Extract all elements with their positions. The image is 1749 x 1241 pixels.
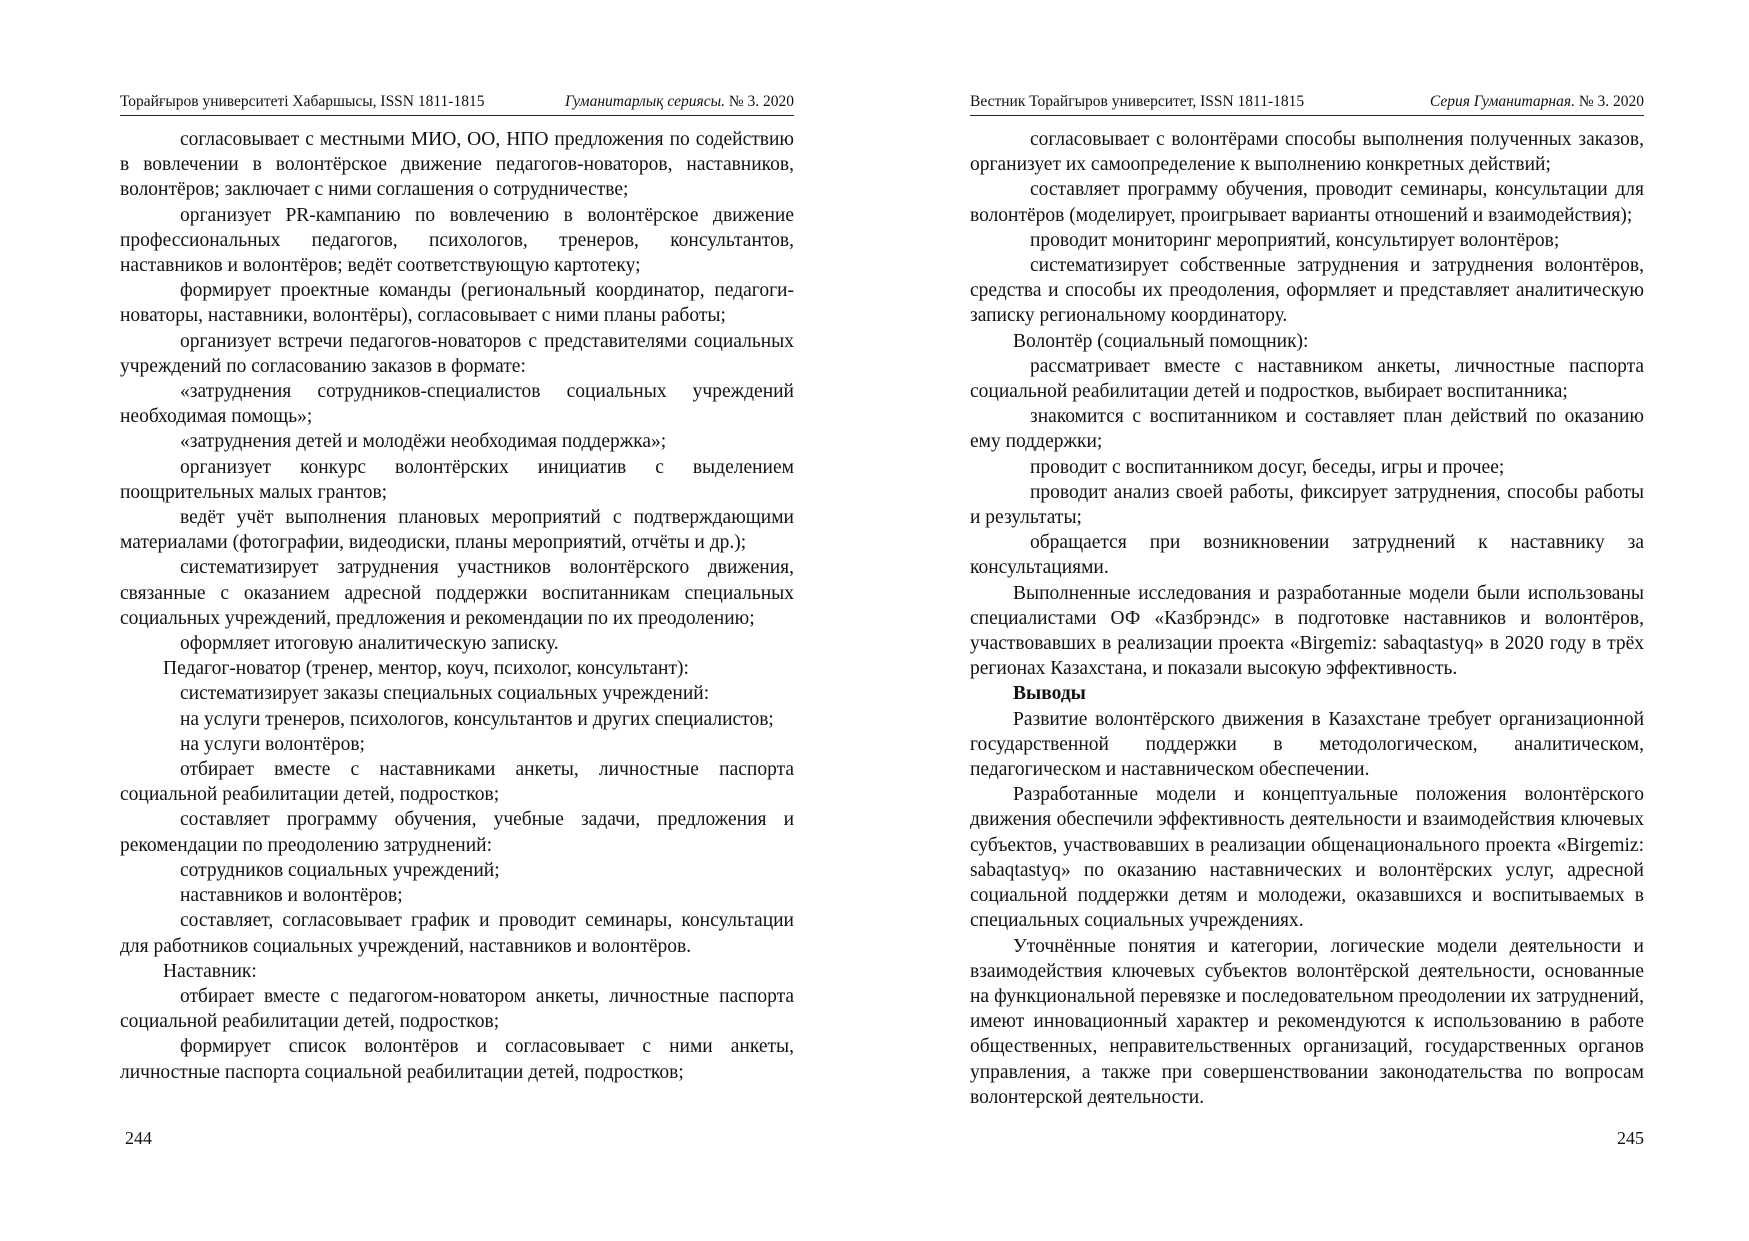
page-number: 244 (125, 1128, 152, 1148)
paragraph: знакомится с воспитанником и составляет план действий по оказанию ему поддержки; (970, 406, 1644, 453)
paragraph: формирует список волонтёров и согласовывает с ними анкеты, личностные паспорта социальной реабилитации детей, подростков; (120, 1036, 794, 1083)
paragraph: Выполненные исследования и разработанные модели были использованы специалистами ОФ «Казбрэндс» в подготовке наставников и волонтёров, участвовавших в реализации проекта «Birgemiz: sabaqtastyq» в 2020 году в трёх регионах Казахстана, и показали высокую эффективность. (970, 582, 1644, 680)
issue-number: № 3. 2020 (724, 93, 794, 110)
paragraph: сотрудников социальных учреждений; (180, 859, 500, 881)
paragraph: Уточнённые понятия и категории, логические модели деятельности и взаимодействия ключевых субъектов волонтёрской деятельности, основанные на функциональной перевязке и последовательном преодолении их затруднений, имеют инновационный характер и рекомендуются к использованию в работе общественных, неправительственных организаций, государственных органов управления, а также при совершенствовании законодательства по вопросам волонтерской деятельности. (970, 935, 1644, 1108)
paragraph: наставников и волонтёров; (180, 885, 403, 907)
paragraph: проводит мониторинг мероприятий, консультирует волонтёров; (1030, 229, 1560, 251)
paragraph: организует встречи педагогов-новаторов с представителями социальных учреждений по согласованию заказов в формате: (120, 330, 794, 377)
section-heading: Выводы (1013, 683, 1086, 705)
paragraph: «затруднения детей и молодёжи необходимая поддержка»; (180, 431, 667, 453)
body-text (970, 127, 1644, 1110)
paragraph: систематизирует собственные затруднения и затруднения волонтёров, средства и способы их преодоления, оформляет и представляет аналитическую записку региональному координатору. (970, 255, 1644, 327)
role-heading: Наставник: (163, 960, 257, 982)
paragraph: рассматривает вместе с наставником анкеты, личностные паспорта социальной реабилитации детей и подростков, выбирает воспитанника; (970, 355, 1644, 403)
left-page (120, 0, 794, 1241)
paragraph: оформляет итоговую аналитическую записку. (180, 633, 559, 655)
paragraph: согласовывает с местными МИО, ОО, НПО предложения по содействию в вовлечении в волонтёрское движение педагогов-новаторов, наставников, волонтёров; заключает с ними соглашения о сотрудничестве; (120, 129, 794, 201)
paragraph: систематизирует затруднения участников волонтёрского движения, связанные с оказанием адресной поддержки воспитанникам специальных социальных учреждений, предложения и рекомендации по их преодолению; (120, 557, 794, 629)
series-issue (1430, 92, 1644, 112)
paragraph: отбирает вместе с наставниками анкеты, личностные паспорта социальной реабилитации детей, подростков; (120, 759, 794, 806)
paragraph: «затруднения сотрудников-специалистов социальных учреждений необходимая помощь»; (120, 381, 794, 428)
running-header (970, 92, 1644, 114)
paragraph: составляет программу обучения, учебные задачи, предложения и рекомендации по преодолению затруднений: (120, 809, 794, 856)
journal-title: Вестник Торайгыров университет, ISSN 1811-1815 (970, 93, 1305, 110)
right-page (970, 0, 1644, 1241)
body-text (120, 127, 794, 1085)
paragraph: обращается при возникновении затруднений к наставнику за консультациями. (970, 532, 1644, 579)
paragraph: организует PR-кампанию по вовлечению в волонтёрское движение профессиональных педагогов, психологов, тренеров, консультантов, наставников и волонтёров; ведёт соответствующую картотеку; (120, 204, 794, 277)
paragraph: на услуги волонтёров; (180, 733, 365, 755)
paragraph: ведёт учёт выполнения плановых мероприятий с подтверждающими материалами (фотографии, видеодиски, планы мероприятий, отчёты и др.); (120, 507, 794, 554)
paragraph: составляет программу обучения, проводит семинары, консультации для волонтёров (моделирует, проигрывает варианты отношений и взаимодействия); (970, 179, 1644, 226)
role-heading: Волонтёр (социальный помощник): (1013, 330, 1309, 352)
paragraph: Развитие волонтёрского движения в Казахстане требует организационной государственной поддержки в методологическом, аналитическом, педагогическом и наставническом обеспечении. (970, 708, 1644, 781)
series-title: Серия Гуманитарная. (1429, 93, 1575, 110)
paragraph: на услуги тренеров, психологов, консультантов и других специалистов; (180, 708, 774, 730)
running-header (120, 92, 794, 114)
page-number: 245 (1617, 1128, 1644, 1148)
paragraph: формирует проектные команды (региональный координатор, педагоги-новаторы, наставники, волонтёры), согласовывает с ними планы работы; (120, 280, 794, 327)
header-rule (120, 115, 794, 116)
paragraph: проводит с воспитанником досуг, беседы, игры и прочее; (1030, 456, 1505, 478)
issue-number: № 3. 2020 (1574, 93, 1644, 110)
role-heading: Педагог-новатор (тренер, ментор, коуч, психолог, консультант): (163, 658, 689, 680)
paragraph: организует конкурс волонтёрских инициатив с выделением поощрительных малых грантов; (120, 456, 794, 503)
paragraph: составляет, согласовывает график и проводит семинары, консультации для работников социальных учреждений, наставников и волонтёров. (120, 910, 794, 957)
paragraph: согласовывает с волонтёрами способы выполнения полученных заказов, организует их самоопределение к выполнению конкретных действий; (970, 129, 1644, 176)
paragraph: проводит анализ своей работы, фиксирует затруднения, способы работы и результаты; (970, 481, 1644, 529)
journal-title: Торайғыров университеті Хабаршысы, ISSN 1811-1815 (120, 93, 485, 110)
paragraph: Разработанные модели и концептуальные положения волонтёрского движения обеспечили эффективность деятельности и взаимодействия ключевых субъектов, участвовавших в реализации общенационального проекта «Birgemiz: sabaqtastyq» по оказанию наставнических и волонтёрских услуг, адресной социальной поддержки детям и молодежи, оказавшихся и воспитываемых в специальных социальных учреждениях. (970, 784, 1644, 932)
paragraph: отбирает вместе с педагогом-новатором анкеты, личностные паспорта социальной реабилитации детей, подростков; (120, 985, 794, 1033)
header-rule (970, 115, 1644, 116)
series-issue (565, 92, 794, 112)
paragraph: систематизирует заказы специальных социальных учреждений: (180, 683, 710, 705)
series-title: Гуманитарлық сериясы. (565, 93, 725, 110)
